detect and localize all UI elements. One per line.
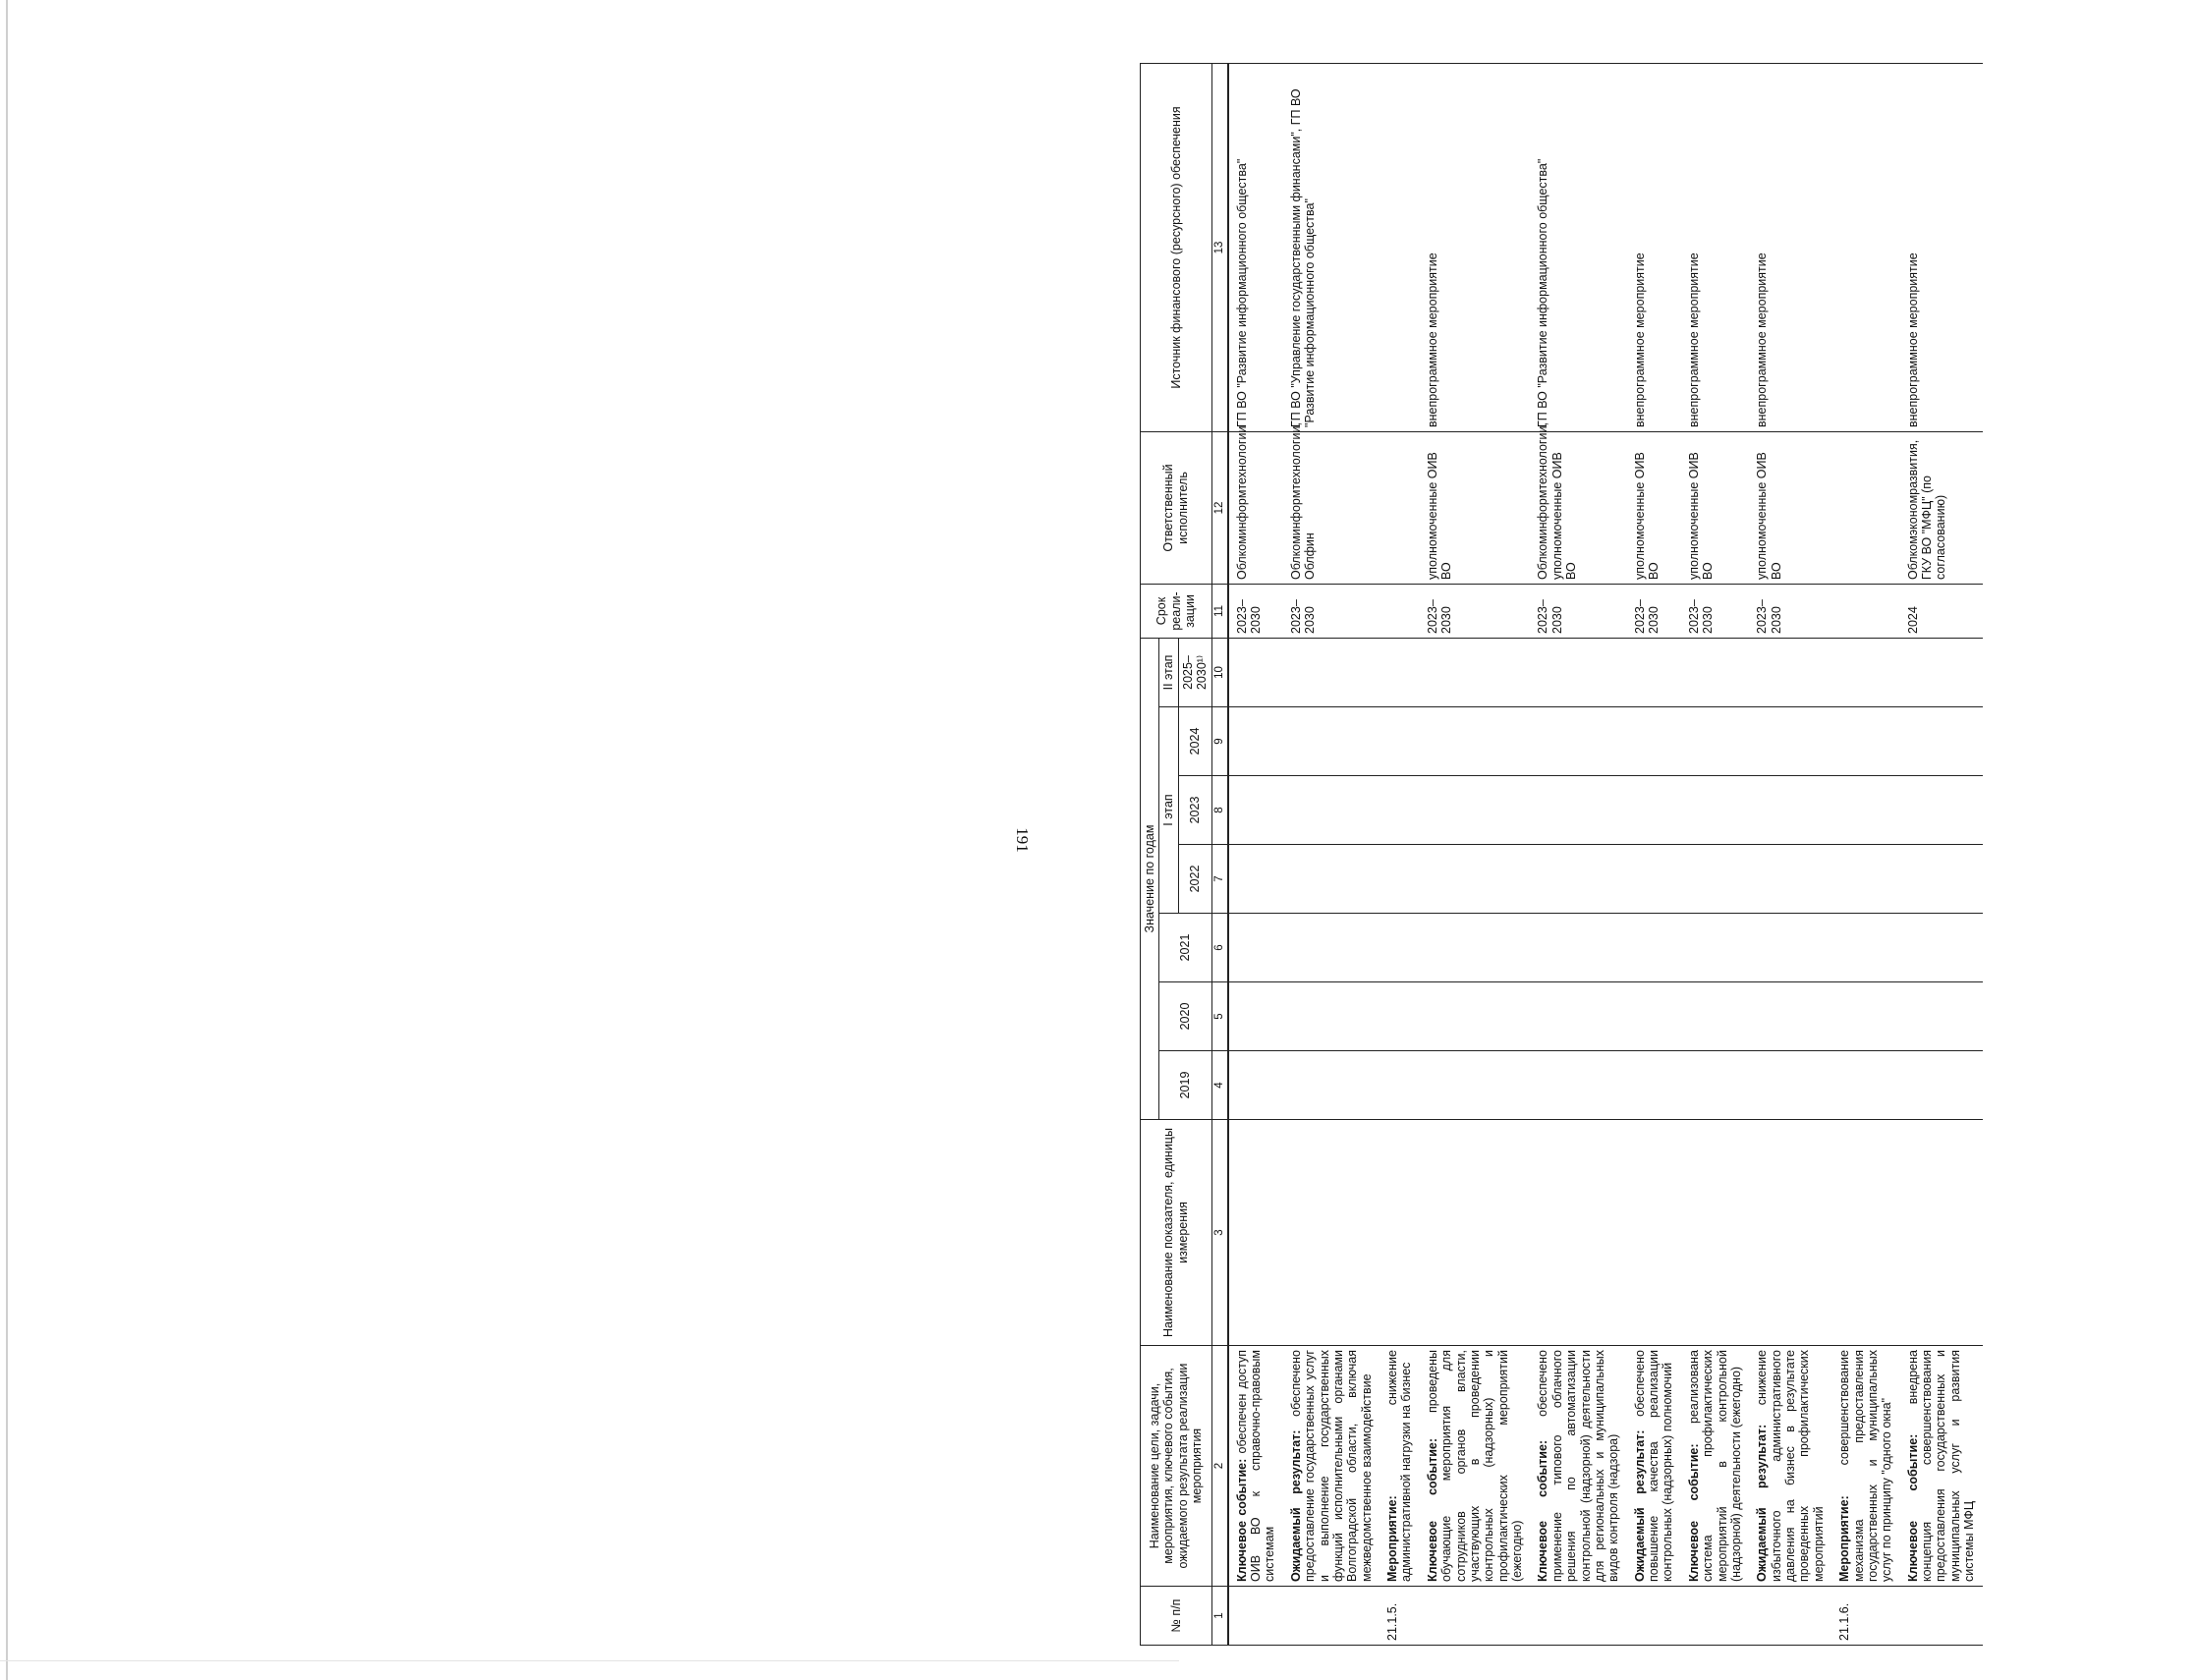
row-term: 2023–2030	[1420, 584, 1531, 638]
row-text: обеспечено повышение качества реализации контрольных (надзорных) полномочий	[1632, 1350, 1675, 1582]
row-source: ГП ВО "Развитие информационного общества"	[1228, 63, 1283, 431]
row-description	[1420, 1346, 1531, 1587]
empty-value-cell	[1831, 1120, 1900, 1346]
row-term: 2023–2030	[1681, 584, 1750, 638]
empty-value-cell	[1283, 845, 1380, 914]
table-row	[1831, 63, 1900, 1645]
empty-value-cell	[1831, 638, 1900, 706]
empty-value-cell	[1228, 638, 1283, 706]
empty-value-cell	[1530, 1120, 1626, 1346]
empty-value-cell	[1900, 914, 1983, 982]
empty-value-cell	[1420, 982, 1531, 1051]
empty-value-cell	[1420, 914, 1531, 982]
empty-value-cell	[1530, 1051, 1626, 1120]
empty-value-cell	[1380, 845, 1420, 914]
empty-value-cell	[1627, 707, 1681, 776]
empty-value-cell	[1530, 982, 1626, 1051]
row-text: внедрена концепция совершенствования предоставления государственных и муниципальных услуг и развития системы МФЦ	[1905, 1350, 1977, 1582]
empty-value-cell	[1420, 1120, 1531, 1346]
row-executor: уполномоченные ОИВ ВО	[1420, 431, 1531, 584]
empty-value-cell	[1900, 982, 1983, 1051]
row-source	[1831, 63, 1900, 431]
empty-value-cell	[1530, 845, 1626, 914]
empty-value-cell	[1831, 914, 1900, 982]
column-number-cell: 13	[1211, 63, 1228, 431]
empty-value-cell	[1831, 776, 1900, 845]
header-executor: Ответственный исполнитель	[1141, 431, 1212, 584]
header-num: № п/п	[1141, 1587, 1212, 1646]
empty-value-cell	[1283, 707, 1380, 776]
empty-value-cell	[1749, 845, 1831, 914]
empty-value-cell	[1900, 1051, 1983, 1120]
header-year-2021: 2021	[1159, 914, 1211, 982]
header-source: Источник финансового (ресурсного) обеспечения	[1141, 63, 1212, 431]
row-text: обеспечен доступ ОИВ ВО к справочно-правовым системам	[1234, 1350, 1277, 1582]
table-row	[1420, 63, 1531, 1645]
table-row	[1627, 63, 1681, 1645]
empty-value-cell	[1749, 1120, 1831, 1346]
empty-value-cell	[1681, 776, 1750, 845]
header-year-2023: 2023	[1178, 776, 1211, 845]
empty-value-cell	[1900, 1120, 1983, 1346]
rotated-page-content	[1140, 64, 2196, 1646]
empty-value-cell	[1681, 707, 1750, 776]
row-description	[1380, 1346, 1420, 1587]
row-source	[1380, 63, 1420, 431]
empty-value-cell	[1900, 638, 1983, 706]
row-source: внепрограммное мероприятие	[1627, 63, 1681, 431]
empty-value-cell	[1380, 914, 1420, 982]
row-source: ГП ВО "Управление государственными финансами", ГП ВО "Развитие информационного общества"	[1283, 63, 1380, 431]
header-stage-1: I этап	[1159, 707, 1178, 914]
column-number-cell: 9	[1211, 707, 1228, 776]
column-number-cell: 4	[1211, 1051, 1228, 1120]
row-source: внепрограммное мероприятие	[1681, 63, 1750, 431]
row-term: 2023–2030	[1749, 584, 1831, 638]
empty-value-cell	[1627, 638, 1681, 706]
row-keyword: Ожидаемый результат:	[1632, 1429, 1647, 1582]
row-executor: уполномоченные ОИВ ВО	[1627, 431, 1681, 584]
empty-value-cell	[1749, 638, 1831, 706]
plan-table	[1140, 63, 1983, 1646]
row-source: ГП ВО "Развитие информационного общества"	[1530, 63, 1626, 431]
row-executor: Облкоминформтехнологии, Облфин	[1283, 431, 1380, 584]
empty-value-cell	[1749, 707, 1831, 776]
row-number	[1749, 1587, 1831, 1646]
empty-value-cell	[1283, 776, 1380, 845]
row-keyword: Ключевое событие:	[1234, 1458, 1249, 1582]
row-keyword: Ключевое событие:	[1425, 1438, 1439, 1582]
table-row	[1749, 63, 1831, 1645]
column-number-cell: 6	[1211, 914, 1228, 982]
empty-value-cell	[1900, 707, 1983, 776]
row-source: внепрограммное мероприятие	[1900, 63, 1983, 431]
table-row	[1380, 63, 1420, 1645]
row-number	[1530, 1587, 1626, 1646]
empty-value-cell	[1681, 982, 1750, 1051]
row-executor: Облкоминформтехнологии	[1228, 431, 1283, 584]
empty-value-cell	[1420, 1051, 1531, 1120]
row-executor: Облкоминформтехнологии, уполномоченные ОИВ ВО	[1530, 431, 1626, 584]
row-number	[1681, 1587, 1750, 1646]
row-description	[1749, 1346, 1831, 1587]
empty-value-cell	[1831, 707, 1900, 776]
scan-edge-bottom	[0, 1660, 1179, 1661]
empty-value-cell	[1681, 1051, 1750, 1120]
row-executor: уполномоченные ОИВ ВО	[1681, 431, 1750, 584]
header-year-2020: 2020	[1159, 982, 1211, 1051]
column-numbers-row	[1211, 63, 1228, 1645]
table-row	[1681, 63, 1750, 1645]
table-row	[1228, 63, 1283, 1645]
header-name: Наименование цели, задачи, мероприятия, ключевого события, ожидаемого результата реализации мероприятия	[1141, 1346, 1212, 1587]
row-text: обеспечено применение типового облачного решения по автоматизации контрольной (надзорной) деятельности для региональных и муниципальных видов контроля (надзора)	[1536, 1350, 1621, 1582]
row-source: внепрограммное мероприятие	[1420, 63, 1531, 431]
column-number-cell: 1	[1211, 1587, 1228, 1646]
empty-value-cell	[1681, 638, 1750, 706]
empty-value-cell	[1530, 638, 1626, 706]
empty-value-cell	[1380, 776, 1420, 845]
empty-value-cell	[1380, 982, 1420, 1051]
page-number: 191	[1013, 827, 1032, 853]
row-keyword: Мероприятие:	[1385, 1495, 1400, 1582]
row-number: 21.1.6.	[1831, 1587, 1900, 1646]
table-row	[1283, 63, 1380, 1645]
empty-value-cell	[1420, 776, 1531, 845]
empty-value-cell	[1420, 707, 1531, 776]
row-description	[1627, 1346, 1681, 1587]
header-year-2024: 2024	[1178, 707, 1211, 776]
header-indicator: Наименование показателя, единицы измерения	[1141, 1120, 1212, 1346]
row-number	[1900, 1587, 1983, 1646]
empty-value-cell	[1831, 845, 1900, 914]
empty-value-cell	[1530, 914, 1626, 982]
empty-value-cell	[1420, 638, 1531, 706]
row-number	[1420, 1587, 1531, 1646]
header-term: Срок реали-зации	[1141, 584, 1212, 638]
empty-value-cell	[1681, 845, 1750, 914]
column-number-cell: 8	[1211, 776, 1228, 845]
empty-value-cell	[1627, 1051, 1681, 1120]
row-text: совершенствование механизма предоставления государственных и муниципальных услуг по принципу "одного окна"	[1837, 1350, 1894, 1582]
column-number-cell: 10	[1211, 638, 1228, 706]
row-text: реализована система профилактических мероприятий в контрольной (надзорной) деятельности (ежегодно)	[1686, 1350, 1743, 1582]
row-term: 2023–2030	[1627, 584, 1681, 638]
row-keyword: Ключевое событие:	[1686, 1443, 1701, 1582]
empty-value-cell	[1831, 982, 1900, 1051]
empty-value-cell	[1228, 1120, 1283, 1346]
row-source: внепрограммное мероприятие	[1749, 63, 1831, 431]
empty-value-cell	[1228, 845, 1283, 914]
empty-value-cell	[1380, 638, 1420, 706]
empty-value-cell	[1749, 914, 1831, 982]
row-term: 2023–2030	[1530, 584, 1626, 638]
table-row	[1900, 63, 1983, 1645]
empty-value-cell	[1420, 845, 1531, 914]
empty-value-cell	[1627, 982, 1681, 1051]
row-executor	[1380, 431, 1420, 584]
row-number	[1228, 1587, 1283, 1646]
row-executor: Облкомэкономразвития, ГКУ ВО "МФЦ" (по согласованию)	[1900, 431, 1983, 584]
row-description	[1831, 1346, 1900, 1587]
column-number-cell: 5	[1211, 982, 1228, 1051]
empty-value-cell	[1627, 845, 1681, 914]
row-term: 2024	[1900, 584, 1983, 638]
row-description	[1900, 1346, 1983, 1587]
row-description	[1228, 1346, 1283, 1587]
empty-value-cell	[1530, 707, 1626, 776]
row-text: снижение административной нагрузки на бизнес	[1385, 1350, 1414, 1582]
empty-value-cell	[1283, 638, 1380, 706]
row-description	[1283, 1346, 1380, 1587]
empty-value-cell	[1283, 1051, 1380, 1120]
empty-value-cell	[1749, 982, 1831, 1051]
empty-value-cell	[1831, 1051, 1900, 1120]
row-keyword: Ключевое событие:	[1536, 1439, 1550, 1582]
table-row	[1530, 63, 1626, 1645]
empty-value-cell	[1627, 1120, 1681, 1346]
row-keyword: Ожидаемый результат:	[1288, 1429, 1303, 1582]
empty-value-cell	[1900, 776, 1983, 845]
empty-value-cell	[1380, 1120, 1420, 1346]
row-number	[1283, 1587, 1380, 1646]
empty-value-cell	[1627, 776, 1681, 845]
empty-value-cell	[1900, 845, 1983, 914]
column-number-cell: 12	[1211, 431, 1228, 584]
row-keyword: Ключевое событие:	[1905, 1433, 1920, 1582]
row-term	[1380, 584, 1420, 638]
row-text: проведены обучающие мероприятия для сотрудников органов власти, участвующих в проведении контрольных (надзорных) и профилактических мероприятий (ежегодно)	[1425, 1350, 1525, 1582]
column-number-cell: 2	[1211, 1346, 1228, 1587]
header-year-2022: 2022	[1178, 845, 1211, 914]
empty-value-cell	[1228, 707, 1283, 776]
row-term: 2023–2030	[1228, 584, 1283, 638]
row-keyword: Мероприятие:	[1837, 1495, 1852, 1582]
row-keyword: Ожидаемый результат:	[1755, 1424, 1770, 1582]
row-executor	[1831, 431, 1900, 584]
row-text: снижение избыточного административного давления на бизнес в результате проведенных профилактических мероприятий	[1755, 1350, 1826, 1582]
empty-value-cell	[1283, 1120, 1380, 1346]
column-number-cell: 3	[1211, 1120, 1228, 1346]
header-year-2019: 2019	[1159, 1051, 1211, 1120]
empty-value-cell	[1283, 982, 1380, 1051]
header-year-2025-2030: 2025–2030¹⁾	[1178, 638, 1211, 706]
empty-value-cell	[1530, 776, 1626, 845]
empty-value-cell	[1681, 1120, 1750, 1346]
empty-value-cell	[1228, 1051, 1283, 1120]
empty-value-cell	[1228, 982, 1283, 1051]
empty-value-cell	[1749, 1051, 1831, 1120]
column-number-cell: 11	[1211, 584, 1228, 638]
column-number-cell: 7	[1211, 845, 1228, 914]
empty-value-cell	[1228, 776, 1283, 845]
row-executor: уполномоченные ОИВ ВО	[1749, 431, 1831, 584]
row-text: обеспечено предоставление государственных услуг и выполнение государственных функций исполнительными органами Волгоградской области, включая межведомственное взаимодействие	[1288, 1350, 1374, 1582]
row-description	[1681, 1346, 1750, 1587]
empty-value-cell	[1380, 707, 1420, 776]
row-number	[1627, 1587, 1681, 1646]
row-description	[1530, 1346, 1626, 1587]
empty-value-cell	[1681, 914, 1750, 982]
header-values-group: Значение по годам	[1141, 638, 1159, 1119]
row-number: 21.1.5.	[1380, 1587, 1420, 1646]
empty-value-cell	[1749, 776, 1831, 845]
empty-value-cell	[1228, 914, 1283, 982]
empty-value-cell	[1380, 1051, 1420, 1120]
empty-value-cell	[1627, 914, 1681, 982]
table-body	[1228, 63, 1983, 1645]
empty-value-cell	[1283, 914, 1380, 982]
row-term	[1831, 584, 1900, 638]
scan-edge	[6, 0, 8, 1680]
header-stage-2: II этап	[1159, 638, 1178, 706]
row-term: 2023–2030	[1283, 584, 1380, 638]
